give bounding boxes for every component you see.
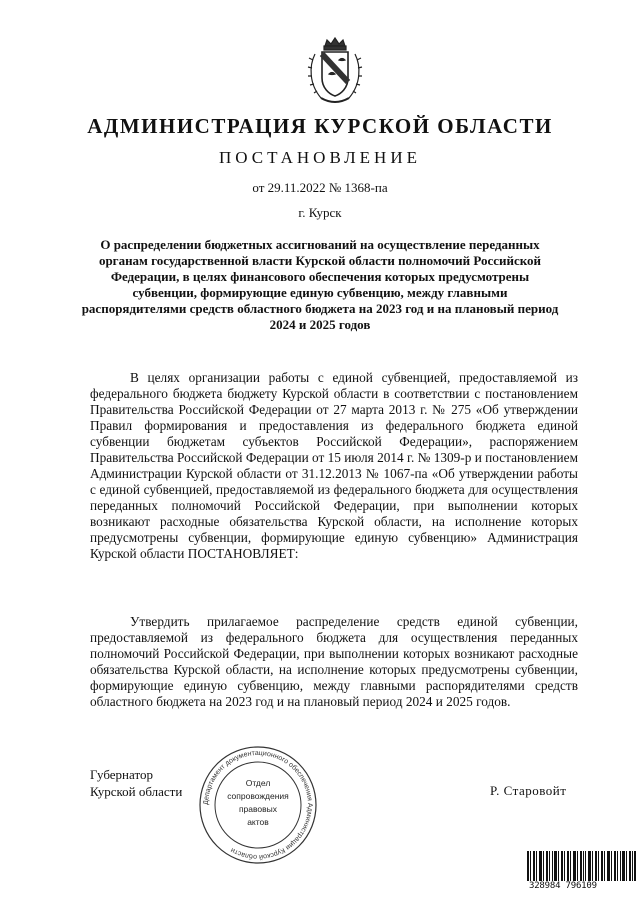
barcode [527, 851, 637, 881]
document-number: от 29.11.2022 № 1368-па [252, 180, 388, 195]
stamp-line-1: Отдел [245, 778, 271, 788]
stamp-line-2: сопровождения [227, 791, 289, 801]
stamp-ring-text: Департамент документационного обеспечения Администрации Курской области [202, 749, 314, 861]
signatory-position-line-1: Губернатор [90, 767, 153, 782]
body-paragraph-2: Утвердить прилагаемое распределение средств единой субвенции, предоставляемой из федерального бюджета для осуществления переданных полномочий Российской Федерации, при выполнении которых возникают расходные обязательства Курской области, на исполнение которых предусмотрены субвенции, формирующие единую субвенцию, между главными распорядителями средств областного бюджета на 2023 год и на плановый период 2024 и 2025 годов. [90, 614, 578, 709]
official-stamp [198, 744, 318, 866]
body-paragraph-1: В целях организации работы с единой субвенцией, предоставляемой из федерального бюджета бюджету Курской области в соответствии с постановлением Правительства Российской Федерации от 27 марта 2013 г. № 275 «Об утверждении Правил формирования и предоставления из федерального бюджета единой субвенции бюджетам субъектов Российской Федерации», распоряжением Правительства Российской Федерации от 15 июля 2014 г. № 1309-р и постановлением Администрации Курской области от 31.12.2013 № 1067-па «Об утверждении работы с единой субвенцией, предоставляемой из федерального бюджета для осуществления переданных полномочий Российской Федерации, при выполнении которых возникают расходные обязательства Курской области, на исполнение которых предусмотрены субвенции, формирующие единую субвенцию» Администрация Курской области ПОСТАНОВЛЯЕТ: [90, 370, 578, 561]
city: г. Курск [298, 205, 342, 220]
organization-title: АДМИНИСТРАЦИЯ КУРСКОЙ ОБЛАСТИ [87, 114, 553, 138]
document-type: ПОСТАНОВЛЕНИЕ [218, 148, 421, 167]
document-subject: О распределении бюджетных ассигнований на осуществление переданных органам государственной власти Курской области полномочий Российской Федерации, в целях финансового обеспечения которых предусмотрены субвенции, формирующие единую субвенцию, между главными распорядителями средств областного бюджета на 2023 год и на плановый период 2024 и 2025 годов [81, 237, 559, 332]
coat-of-arms-icon [305, 36, 365, 108]
signatory-name: Р. Старовойт [490, 783, 567, 798]
stamp-line-3: правовых [238, 804, 278, 814]
signatory-position [90, 766, 182, 800]
barcode-number: 328984 796109 [529, 881, 597, 891]
signatory-position-line-2: Курской области [90, 784, 183, 799]
stamp-line-4: актов [247, 817, 269, 827]
